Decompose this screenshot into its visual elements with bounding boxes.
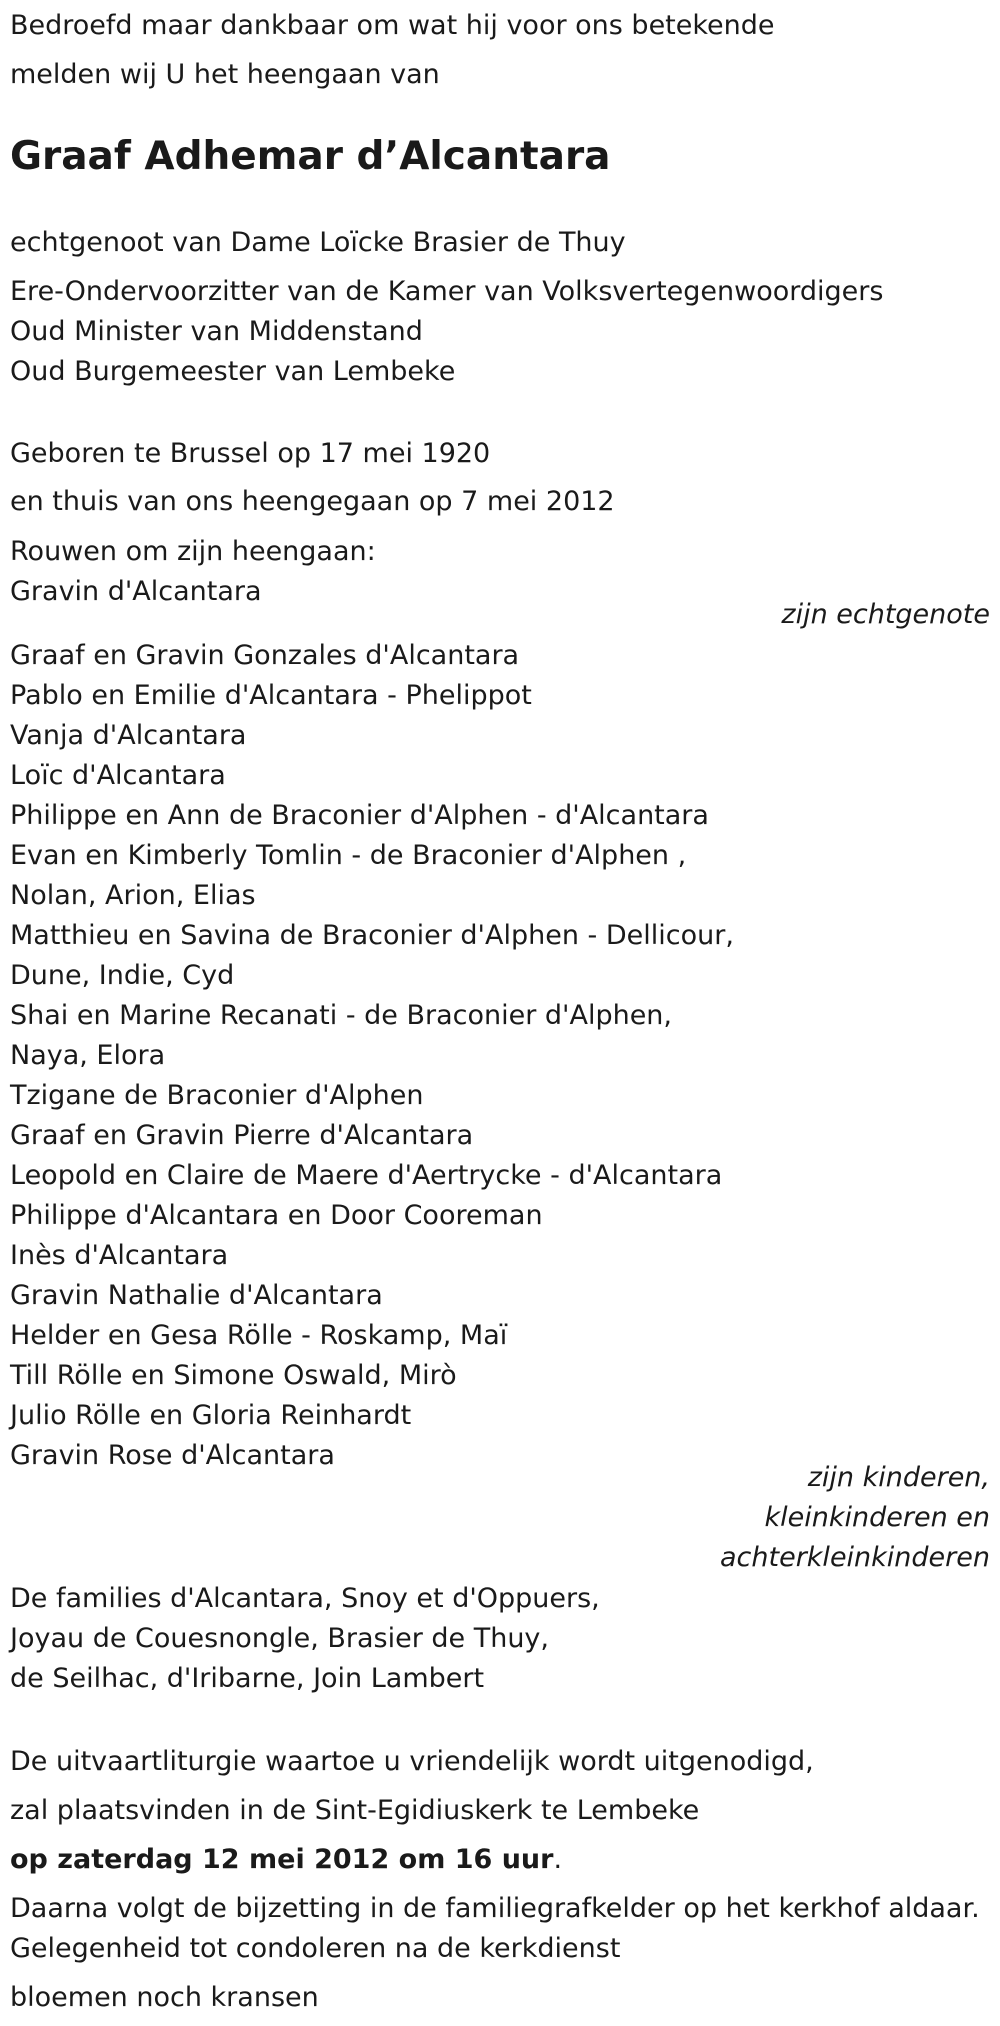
spouse-line: echtgenoot van Dame Loïcke Brasier de Thuy bbox=[10, 227, 626, 258]
funeral-line-4: Daarna volgt de bijzetting in de familiegrafkelder op het kerkhof aldaar. bbox=[10, 1893, 980, 1924]
birth-line: Geboren te Brussel op 17 mei 1920 bbox=[10, 438, 491, 469]
family-relation: achterkleinkinderen bbox=[720, 1542, 990, 1573]
family-member: Philippe d'Alcantara en Door Cooreman bbox=[10, 1200, 543, 1231]
family-member: Inès d'Alcantara bbox=[10, 1240, 229, 1271]
death-line: en thuis van ons heengegaan op 7 mei 2012 bbox=[10, 486, 615, 517]
family-member: Shai en Marine Recanati - de Braconier d'Alphen, bbox=[10, 1000, 673, 1031]
deceased-name: Graaf Adhemar d’Alcantara bbox=[10, 134, 611, 179]
funeral-date-suffix: . bbox=[553, 1844, 563, 1875]
intro-line-2: melden wij U het heengaan van bbox=[10, 59, 440, 90]
family-member: Vanja d'Alcantara bbox=[10, 720, 247, 751]
family-member: Loïc d'Alcantara bbox=[10, 760, 226, 791]
family-member: Gravin Rose d'Alcantara bbox=[10, 1440, 335, 1471]
family-member: Matthieu en Savina de Braconier d'Alphen - Dellicour, bbox=[10, 920, 734, 951]
family-member: Dune, Indie, Cyd bbox=[10, 960, 235, 991]
extended-families-line: De families d'Alcantara, Snoy et d'Oppuers, bbox=[10, 1583, 600, 1614]
family-member: Pablo en Emilie d'Alcantara - Phelippot bbox=[10, 680, 532, 711]
family-member: Graaf en Gravin Gonzales d'Alcantara bbox=[10, 640, 520, 671]
funeral-line-6: bloemen noch kransen bbox=[10, 1982, 319, 2013]
family-member: Till Rölle en Simone Oswald, Mirò bbox=[10, 1360, 457, 1391]
intro-line-1: Bedroefd maar dankbaar om wat hij voor ons betekende bbox=[10, 10, 775, 41]
title-line: Ere-Ondervoorzitter van de Kamer van Volksvertegenwoordigers bbox=[10, 276, 884, 307]
extended-families-line: Joyau de Couesnongle, Brasier de Thuy, bbox=[10, 1623, 549, 1654]
family-member: Gravin Nathalie d'Alcantara bbox=[10, 1280, 383, 1311]
family-member: Nolan, Arion, Elias bbox=[10, 880, 256, 911]
family-member: Tzigane de Braconier d'Alphen bbox=[10, 1080, 424, 1111]
family-member: Julio Rölle en Gloria Reinhardt bbox=[10, 1400, 412, 1431]
family-member: Evan en Kimberly Tomlin - de Braconier d'Alphen , bbox=[10, 840, 687, 871]
family-relation: zijn kinderen, bbox=[807, 1462, 990, 1493]
family-member: Leopold en Claire de Maere d'Aertrycke - d'Alcantara bbox=[10, 1160, 723, 1191]
family-member: Graaf en Gravin Pierre d'Alcantara bbox=[10, 1120, 474, 1151]
funeral-line-1: De uitvaartliturgie waartoe u vriendelijk wordt uitgenodigd, bbox=[10, 1746, 814, 1777]
title-line: Oud Burgemeester van Lembeke bbox=[10, 356, 456, 387]
widow-relation: zijn echtgenote bbox=[781, 599, 990, 630]
funeral-line-5: Gelegenheid tot condoleren na de kerkdienst bbox=[10, 1933, 621, 1964]
funeral-date-line bbox=[10, 1843, 562, 1877]
funeral-date: op zaterdag 12 mei 2012 om 16 uur bbox=[10, 1844, 554, 1875]
widow-name: Gravin d'Alcantara bbox=[10, 576, 262, 607]
family-member: Helder en Gesa Rölle - Roskamp, Maï bbox=[10, 1320, 508, 1351]
funeral-line-2: zal plaatsvinden in de Sint-Egidiuskerk te Lembeke bbox=[10, 1795, 700, 1826]
mourners-heading: Rouwen om zijn heengaan: bbox=[10, 536, 376, 567]
family-member: Philippe en Ann de Braconier d'Alphen - d'Alcantara bbox=[10, 800, 709, 831]
family-member: Naya, Elora bbox=[10, 1040, 166, 1071]
extended-families-line: de Seilhac, d'Iribarne, Join Lambert bbox=[10, 1663, 485, 1694]
title-line: Oud Minister van Middenstand bbox=[10, 316, 423, 347]
family-relation: kleinkinderen en bbox=[764, 1502, 990, 1533]
